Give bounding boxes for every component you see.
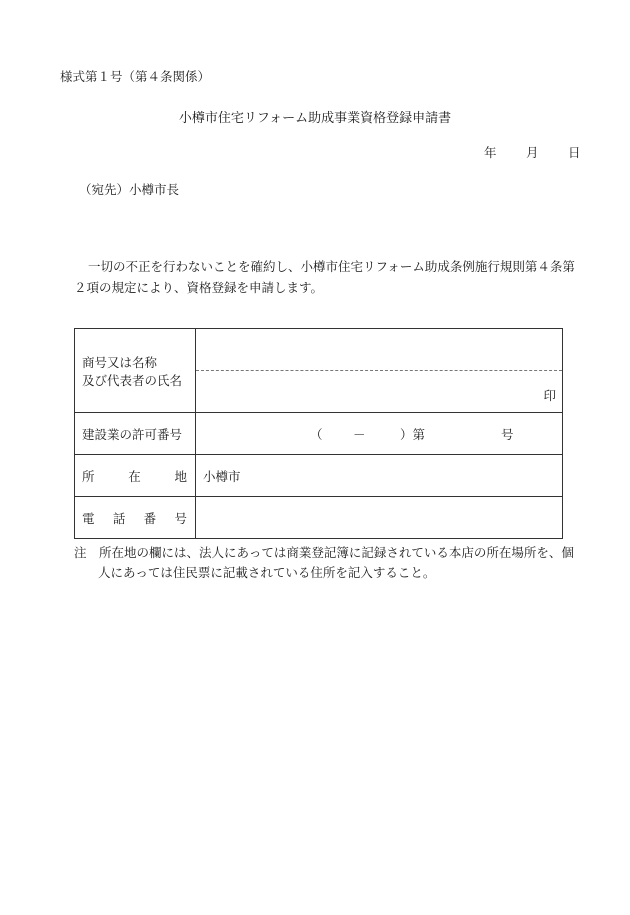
table-row-phone (75, 497, 563, 539)
location-label-cell (75, 455, 196, 497)
location-label-char: 地 (174, 468, 187, 484)
name-label-line2: 及び代表者の氏名 (82, 372, 183, 388)
permit-number-field[interactable] (196, 413, 562, 454)
note (74, 543, 584, 583)
phone-label-char: 話 (112, 510, 126, 526)
date-line (484, 143, 581, 161)
location-label (82, 467, 195, 485)
date-year-label: 年 (484, 145, 497, 160)
note-line1: 注 所在地の欄には、法人にあっては商業登記簿に記録されている本店の所在場所を、個 (74, 545, 574, 560)
phone-value-cell[interactable] (196, 497, 563, 539)
permit-go-suffix: 号 (501, 427, 514, 442)
dashed-divider (196, 370, 562, 371)
name-label-line1: 商号又は名称 (82, 354, 158, 370)
table-row-permit (75, 413, 563, 455)
location-value-cell[interactable] (196, 455, 563, 497)
permit-dash: － (353, 427, 366, 442)
addressee: （宛先）小樽市長 (79, 182, 180, 197)
location-label-char: 在 (128, 468, 141, 484)
permit-close-dai: ）第 (400, 427, 426, 442)
seal-mark: 印 (543, 388, 556, 403)
table-row-name (75, 329, 563, 413)
location-value: 小樽市 (203, 468, 241, 484)
phone-label (82, 509, 195, 527)
application-table (74, 328, 563, 539)
note-line2: 人にあっては住民票に記載されている住所を記入すること。 (98, 565, 436, 580)
name-label-cell (75, 329, 196, 413)
permit-value-cell[interactable] (196, 413, 563, 455)
phone-label-cell (75, 497, 196, 539)
name-value-cell[interactable] (196, 329, 563, 413)
form-number: 様式第１号（第４条関係） (60, 69, 211, 84)
permit-label: 建設業の許可番号 (75, 413, 196, 455)
name-value-area[interactable] (196, 329, 562, 412)
date-month-label: 月 (526, 145, 539, 160)
table-row-location (75, 455, 563, 497)
location-label-char: 所 (82, 468, 95, 484)
phone-label-char: 電 (82, 510, 95, 526)
phone-label-char: 番 (143, 510, 157, 526)
permit-open-paren: （ (310, 427, 323, 442)
phone-label-char: 号 (174, 510, 187, 526)
page-title: 小樽市住宅リフォーム助成事業資格登録申請書 (178, 111, 452, 126)
date-day-label: 日 (568, 145, 581, 160)
body-text: 一切の不正を行わないことを確約し、小樽市住宅リフォーム助成条例施行規則第４条第２項の規定により、資格登録を申請します。 (74, 259, 575, 295)
